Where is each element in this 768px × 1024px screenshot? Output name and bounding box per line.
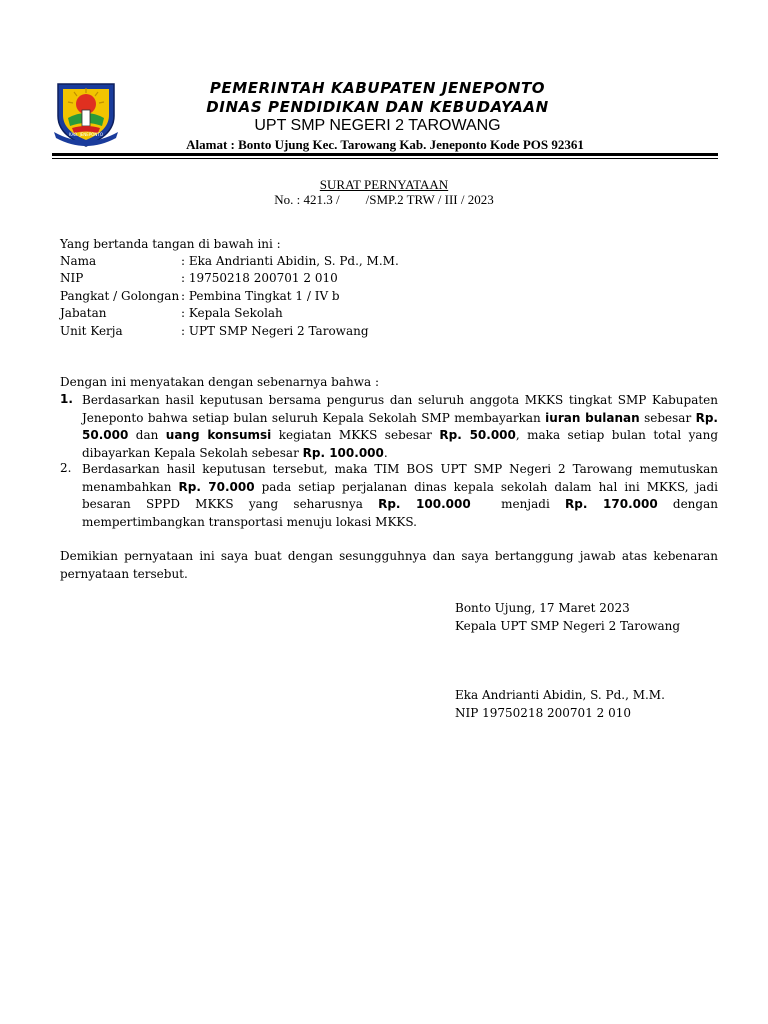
field-label-jabatan: Jabatan [60, 306, 107, 320]
header-rule-thin [52, 158, 718, 159]
jeneponto-regency-logo [52, 80, 120, 148]
statement-intro: Dengan ini menyatakan dengan sebenarnya bahwa : [60, 375, 380, 389]
item-1-text: Berdasarkan hasil keputusan bersama pengurus dan seluruh anggota MKKS tingkat SMP Kabupaten Jeneponto bahwa setiap bulan seluruh Kepala Sekolah SMP membayarkan iuran bulanan sebesar Rp. 50.000 dan uang konsumsi kegiatan MKKS sebesar Rp. 50.000, maka setiap bulan total yang dibayarkan Kepala Sekolah sebesar Rp. 100.000. [82, 393, 718, 460]
field-label-nama: Nama [60, 254, 97, 268]
field-value-nip: : 19750218 200701 2 010 [181, 271, 338, 285]
field-value-pangkat: : Pembina Tingkat 1 / IV b [181, 289, 340, 303]
field-value-jabatan: : Kepala Sekolah [181, 306, 283, 320]
header-address: Alamat : Bonto Ujung Kec. Tarowang Kab. Jeneponto Kode POS 92361 [186, 137, 584, 152]
field-value-nama: : Eka Andrianti Abidin, S. Pd., M.M. [181, 254, 399, 268]
letter-number: No. : 421.3 / /SMP.2 TRW / III / 2023 [274, 192, 494, 207]
signature-place-date: Bonto Ujung, 17 Maret 2023 [455, 601, 630, 615]
item-2-number: 2. [60, 461, 72, 475]
field-value-unit-kerja: : UPT SMP Negeri 2 Tarowang [181, 324, 369, 338]
signature-position: Kepala UPT SMP Negeri 2 Tarowang [455, 619, 681, 633]
letter-title: SURAT PERNYATAAN [319, 177, 449, 192]
field-label-pangkat: Pangkat / Golongan [60, 289, 180, 303]
field-label-unit-kerja: Unit Kerja [60, 324, 123, 338]
signature-nip: NIP 19750218 200701 2 010 [455, 706, 631, 720]
signature-name: Eka Andrianti Abidin, S. Pd., M.M. [455, 688, 665, 702]
header-school: UPT SMP NEGERI 2 TAROWANG [254, 117, 501, 134]
field-label-nip: NIP [60, 271, 84, 285]
logo-caption: KAB. JENEPONTO [69, 132, 103, 137]
closing-paragraph: Demikian pernyataan ini saya buat dengan sesungguhnya dan saya bertanggung jawab atas kebenaran pernyataan tersebut. [60, 549, 718, 581]
signer-intro: Yang bertanda tangan di bawah ini : [60, 237, 281, 251]
item-2-text: Berdasarkan hasil keputusan tersebut, maka TIM BOS UPT SMP Negeri 2 Tarowang memutuskan menambahkan Rp. 70.000 pada setiap perjalanan dinas kepala sekolah dalam hal ini MKKS, jadi besaran SPPD MKKS yang seharusnya Rp. 100.000 menjadi Rp. 170.000 dengan mempertimbangkan transportasi menuju lokasi MKKS. [82, 462, 718, 529]
header-department: DINAS PENDIDIKAN DAN KEBUDAYAAN [206, 98, 549, 116]
item-1-number: 1. [60, 392, 73, 406]
header-rule-thick [52, 153, 718, 156]
header-government: PEMERINTAH KABUPATEN JENEPONTO [209, 79, 546, 97]
